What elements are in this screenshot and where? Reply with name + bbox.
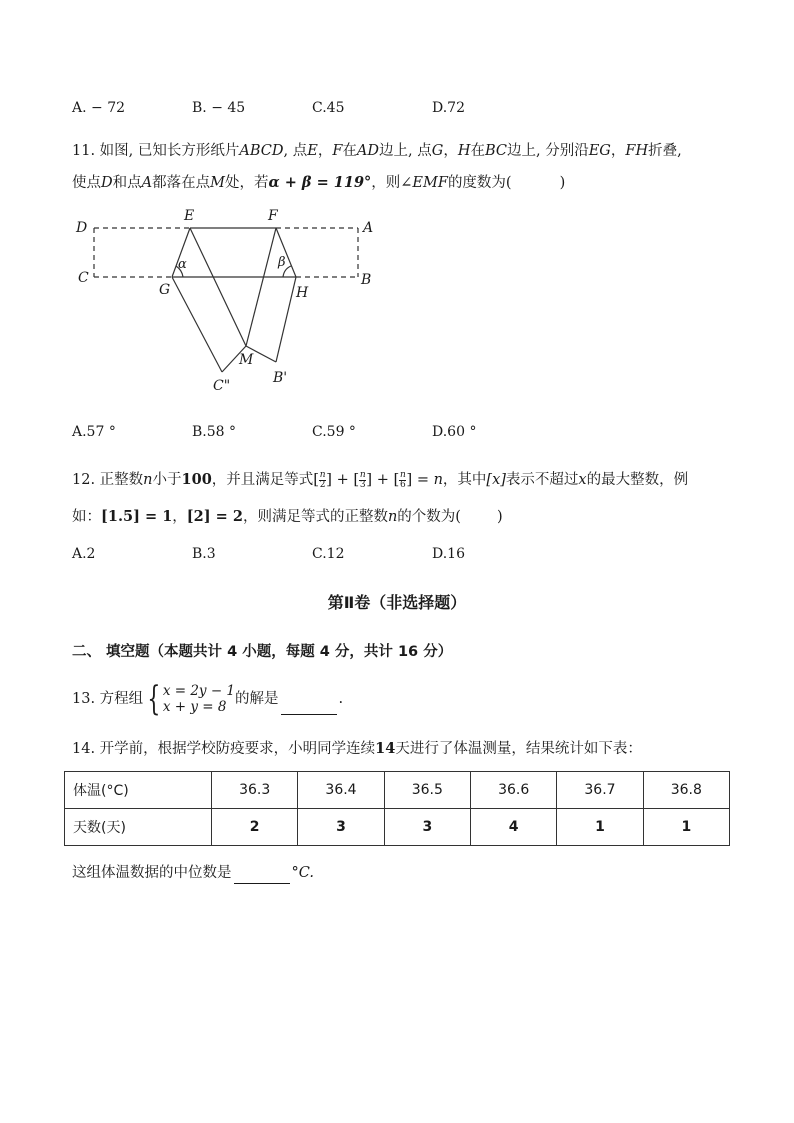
- table-cell: 36.4: [298, 772, 384, 809]
- label-c: C: [78, 270, 89, 286]
- q10-option-a[interactable]: A. − 72: [72, 100, 126, 116]
- q10-option-b[interactable]: B. − 45: [192, 100, 246, 116]
- q12-option-c[interactable]: C.12: [312, 546, 345, 562]
- table-cell: 36.8: [643, 772, 729, 809]
- label-m: M: [239, 352, 254, 368]
- q13-answer-blank[interactable]: [281, 700, 337, 715]
- label-alpha: α: [178, 257, 187, 272]
- label-f: F: [268, 208, 278, 224]
- q14-line: 14. 开学前，根据学校防疫要求，小明同学连续14天进行了体温测量，结果统计如下表：: [72, 740, 642, 757]
- label-g: G: [159, 282, 171, 298]
- section-title: 第Ⅱ卷（非选择题）: [327, 593, 467, 612]
- q11-option-b[interactable]: B.58 °: [192, 424, 237, 440]
- table-cell: 36.6: [470, 772, 556, 809]
- q14-answer-blank[interactable]: [234, 869, 290, 884]
- table-header-days: 天数(天): [65, 809, 212, 846]
- q14-median-line: 这组体温数据的中位数是 °C.: [72, 862, 732, 884]
- segment-hb: [276, 277, 296, 362]
- q12-line-1: 12. 正整数n小于100，并且满足等式[ $\frac{n}{2}$ ] + [ $\frac{n}{3}$ ] + [ $\frac{n}{6}$ ] = n，其中[x]表示不超过x的最大整数，例: [72, 469, 689, 490]
- table-row-temperature: [65, 772, 730, 809]
- q12-option-b[interactable]: B.3: [192, 546, 216, 562]
- table-row-days: [65, 809, 730, 846]
- label-c-prime: C": [213, 378, 231, 394]
- label-b: B: [361, 272, 372, 288]
- table-header-temperature: 体温(°C): [65, 772, 212, 809]
- table-cell: 1: [557, 809, 643, 846]
- q13-line: 13. 方程组 { x = 2y − 1 x + y = 8 的解是 .: [72, 679, 344, 719]
- q11-figure: [70, 200, 390, 400]
- q11-line-1: 11. 如图, 已知长方形纸片ABCD, 点E，F在AD边上, 点G，H在BC边上, 分别沿EG，FH折叠,: [72, 143, 682, 159]
- q11-options: [72, 424, 732, 446]
- temperature-table: [64, 771, 730, 846]
- label-d: D: [76, 220, 88, 236]
- label-a: A: [363, 220, 374, 236]
- equation-system: { x = 2y − 1 x + y = 8: [147, 679, 236, 719]
- table-cell: 2: [212, 809, 298, 846]
- table-cell: 36.5: [384, 772, 470, 809]
- q10-option-c[interactable]: C.45: [312, 100, 345, 116]
- q10-options: [72, 100, 732, 122]
- table-cell: 3: [384, 809, 470, 846]
- label-e: E: [184, 208, 195, 224]
- q11-option-d[interactable]: D.60 °: [432, 424, 477, 440]
- fraction-n-over-6: $\frac{n}{6}$: [399, 469, 406, 490]
- table-cell: 3: [298, 809, 384, 846]
- fraction-n-over-2: $\frac{n}{2}$: [319, 469, 326, 490]
- q10-option-d[interactable]: D.72: [432, 100, 465, 116]
- q12-option-d[interactable]: D.16: [432, 546, 465, 562]
- q11-option-a[interactable]: A.57 °: [72, 424, 116, 440]
- segment-fm: [246, 228, 276, 346]
- label-beta: β: [278, 255, 286, 270]
- equation-2: x + y = 8: [162, 699, 227, 715]
- q12-line-2: 如：[1.5] = 1，[2] = 2，则满足等式的正整数n的个数为( ): [72, 508, 503, 525]
- table-cell: 36.7: [557, 772, 643, 809]
- q11-option-c[interactable]: C.59 °: [312, 424, 356, 440]
- q12-options: [72, 546, 732, 568]
- part2-title: 二、 填空题（本题共计 4 小题，每题 4 分，共计 16 分）: [72, 644, 453, 660]
- table-cell: 4: [470, 809, 556, 846]
- q12-option-a[interactable]: A.2: [72, 546, 96, 562]
- segment-gc: [172, 277, 222, 372]
- q11-line-2: 使点D和点A都落在点M处，若α + β = 119°，则∠EMF的度数为( ): [72, 174, 566, 191]
- table-cell: 1: [643, 809, 729, 846]
- fraction-n-over-3: $\frac{n}{3}$: [359, 469, 366, 490]
- label-b-prime: B': [273, 370, 288, 386]
- label-h: H: [296, 285, 309, 301]
- table-cell: 36.3: [212, 772, 298, 809]
- equation-1: x = 2y − 1: [162, 683, 236, 699]
